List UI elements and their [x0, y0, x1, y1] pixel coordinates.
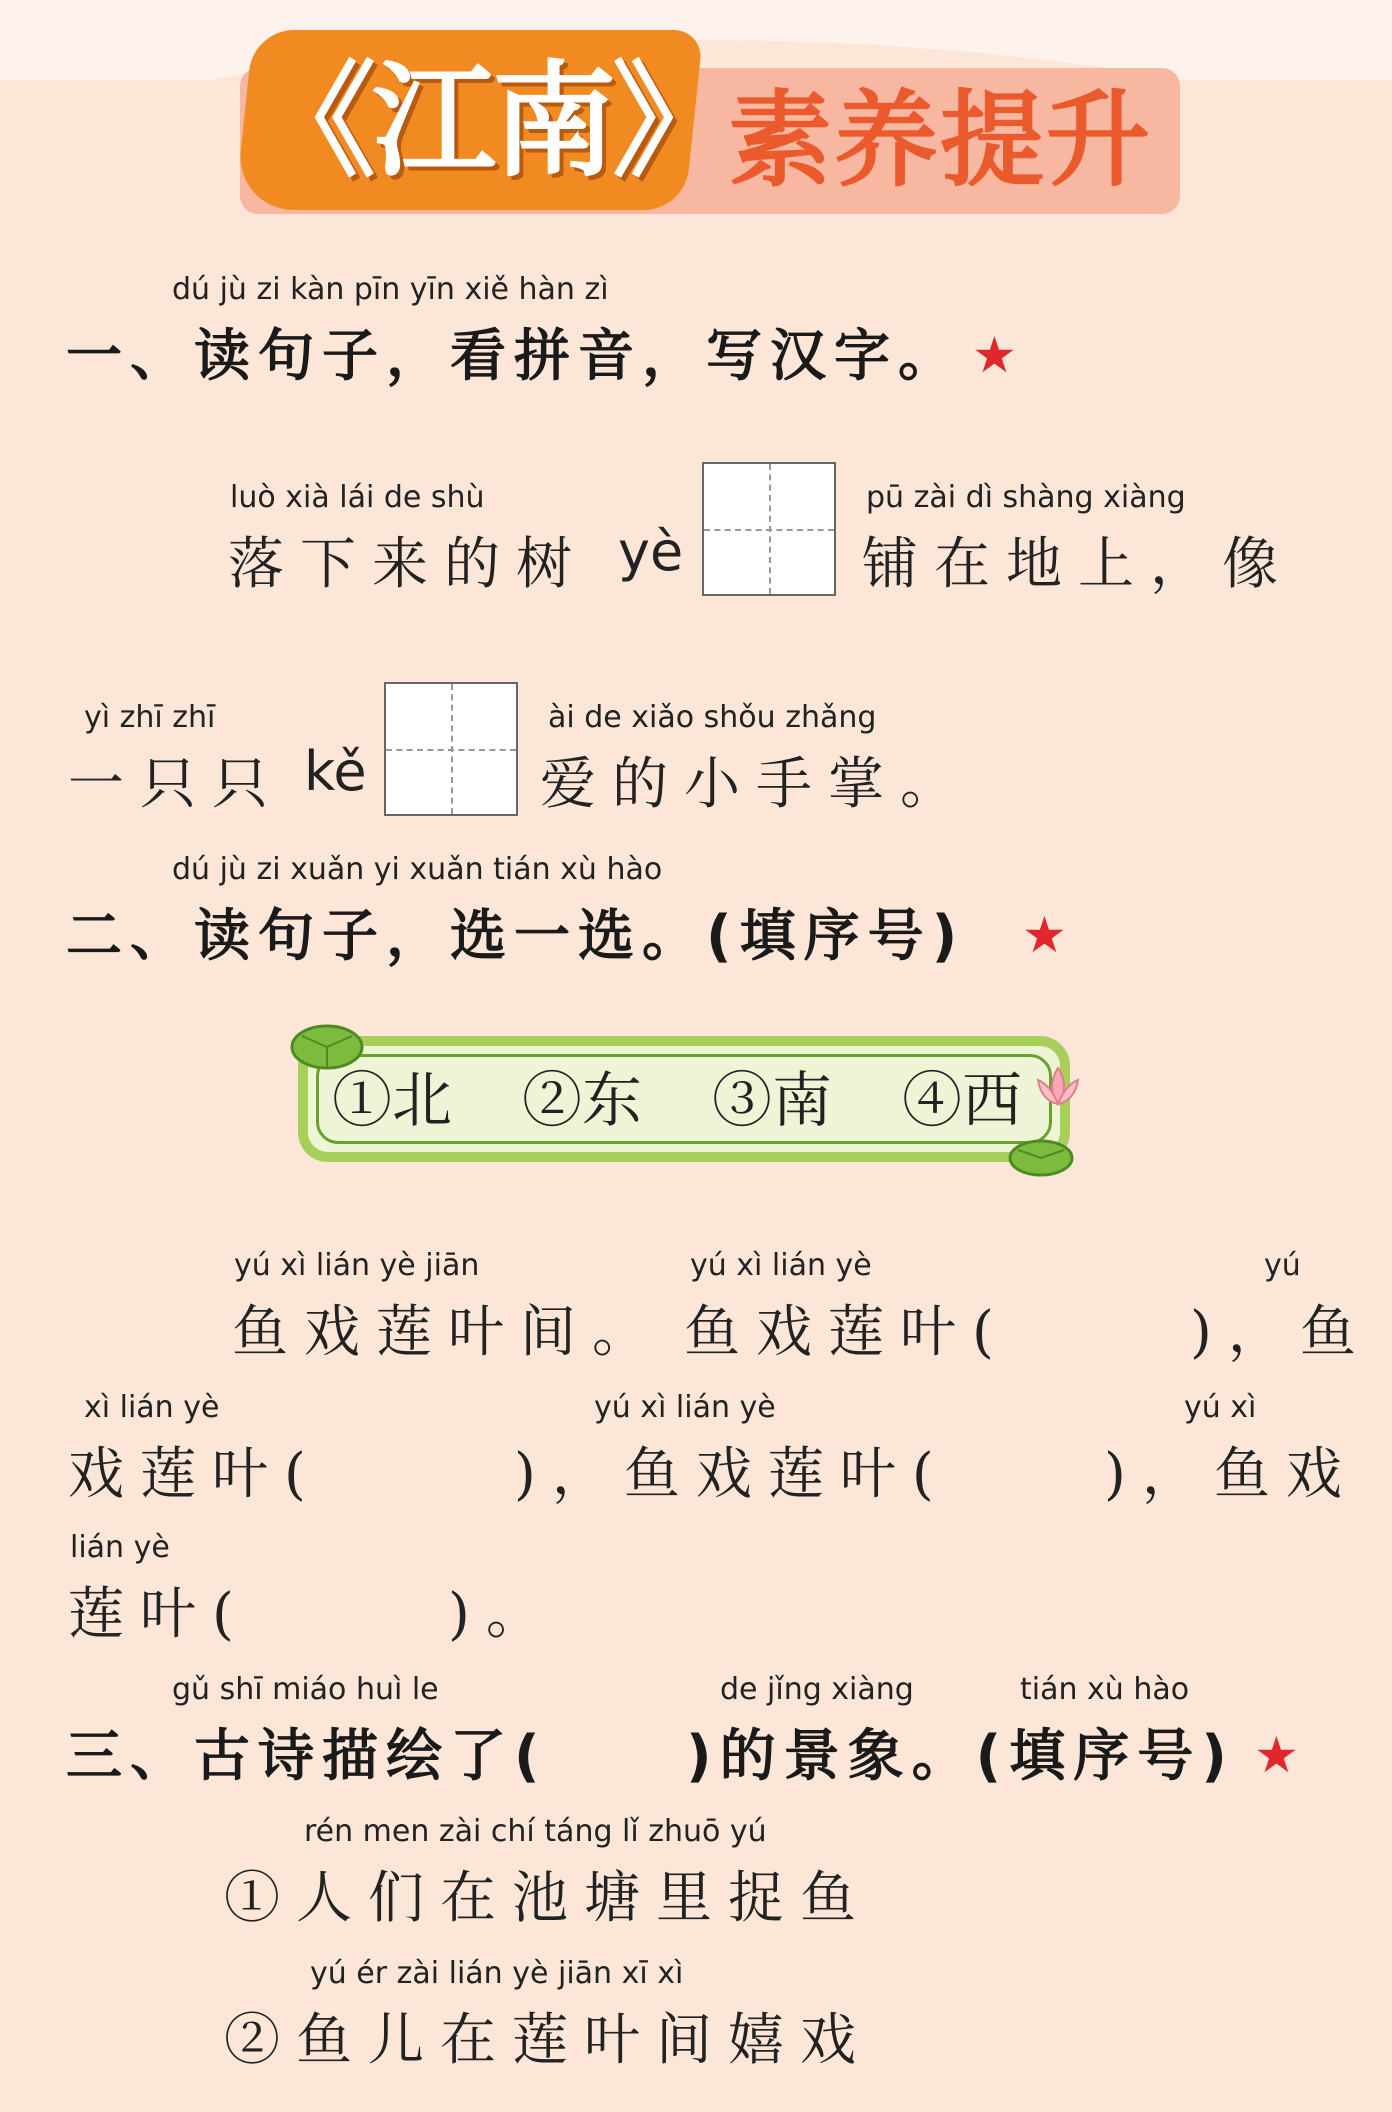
options-panel [298, 1036, 1070, 1162]
q1-s2-after-text: 爱的小手掌。 [540, 752, 972, 817]
lotus-flower-icon [1028, 1064, 1088, 1114]
q2-heading-pinyin: dú jù zi xuǎn yi xuǎn tián xù hào [172, 852, 663, 887]
q2-l1-pinyin-b: yú xì lián yè [690, 1248, 872, 1283]
q2-l3-pinyin: lián yè [70, 1530, 170, 1565]
title-main: 《江南》 [252, 50, 733, 194]
lotus-leaf-icon [290, 1022, 364, 1072]
option-west: ④西 [902, 1066, 1022, 1136]
star-icon: ★ [1254, 1726, 1299, 1784]
q1-heading-pinyin: dú jù zi kàn pīn yīn xiě hàn zì [172, 272, 609, 307]
q3-pinyin-c: tián xù hào [1020, 1672, 1190, 1707]
character-writing-box[interactable] [384, 682, 518, 816]
q2-l2-pinyin-c: yú xì [1184, 1390, 1257, 1425]
q2-heading: 二、读句子，选一选。(填序号) [66, 904, 966, 969]
q1-heading: 一、读句子，看拼音，写汉字。 [66, 324, 962, 389]
q1-s1-after-pinyin: pū zài dì shàng xiàng [866, 480, 1186, 515]
option-south: ③南 [712, 1066, 832, 1136]
q3-pinyin-a: gǔ shī miáo huì le [172, 1672, 439, 1707]
title-sub: 素养提升 [728, 79, 1153, 201]
q2-l2-text-b[interactable]: )，鱼戏莲叶( [514, 1442, 950, 1507]
q3-heading-a[interactable]: 三、古诗描绘了( [66, 1724, 548, 1789]
character-writing-box[interactable] [702, 462, 836, 596]
star-icon: ★ [1022, 906, 1067, 964]
q1-s1-text: 落下来的树 [228, 532, 588, 597]
q3-option1-pinyin: rén men zài chí táng lǐ zhuō yú [304, 1814, 767, 1849]
q2-l1-pinyin-a: yú xì lián yè jiān [234, 1248, 480, 1283]
lotus-leaf-icon [1008, 1138, 1074, 1178]
star-icon: ★ [972, 326, 1017, 384]
q2-l1-text-c: )，鱼 [1190, 1300, 1372, 1365]
q3-heading-b: )的景象。(填序号) [686, 1724, 1235, 1789]
q3-option2-pinyin: yú ér zài lián yè jiān xī xì [310, 1956, 684, 1991]
q1-s1-after-text: 铺在地上，像 [862, 532, 1294, 597]
q1-s2-after-pinyin: ài de xiǎo shǒu zhǎng [548, 700, 877, 735]
q2-l2-text-c: )，鱼戏 [1104, 1442, 1358, 1507]
q1-s2-pinyin-word: kě [304, 740, 367, 803]
q2-l1-text-b[interactable]: 鱼戏莲叶( [684, 1300, 1010, 1365]
q1-s1-pinyin-word: yè [618, 520, 684, 583]
q2-l2-pinyin-a: xì lián yè [84, 1390, 220, 1425]
q2-l2-pinyin-b: yú xì lián yè [594, 1390, 776, 1425]
q2-l2-text-a[interactable]: 戏莲叶( [68, 1442, 322, 1507]
q1-s1-pinyin: luò xià lái de shù [230, 480, 485, 515]
q3-option1: ①人们在池塘里捉鱼 [224, 1866, 872, 1931]
option-east: ②东 [522, 1066, 642, 1136]
q2-l1-text-a: 鱼戏莲叶间。 [232, 1300, 664, 1365]
q2-l1-pinyin-c: yú [1264, 1248, 1301, 1283]
q3-pinyin-b: de jǐng xiàng [720, 1672, 914, 1707]
q2-l3-end: )。 [448, 1582, 558, 1647]
q1-s2-pinyin: yì zhī zhī [84, 700, 216, 735]
q3-option2: ②鱼儿在莲叶间嬉戏 [224, 2008, 872, 2073]
q1-s2-text: 一只只 [68, 752, 284, 817]
option-north: ①北 [332, 1066, 452, 1136]
q2-l3-text[interactable]: 莲叶( [68, 1582, 250, 1647]
